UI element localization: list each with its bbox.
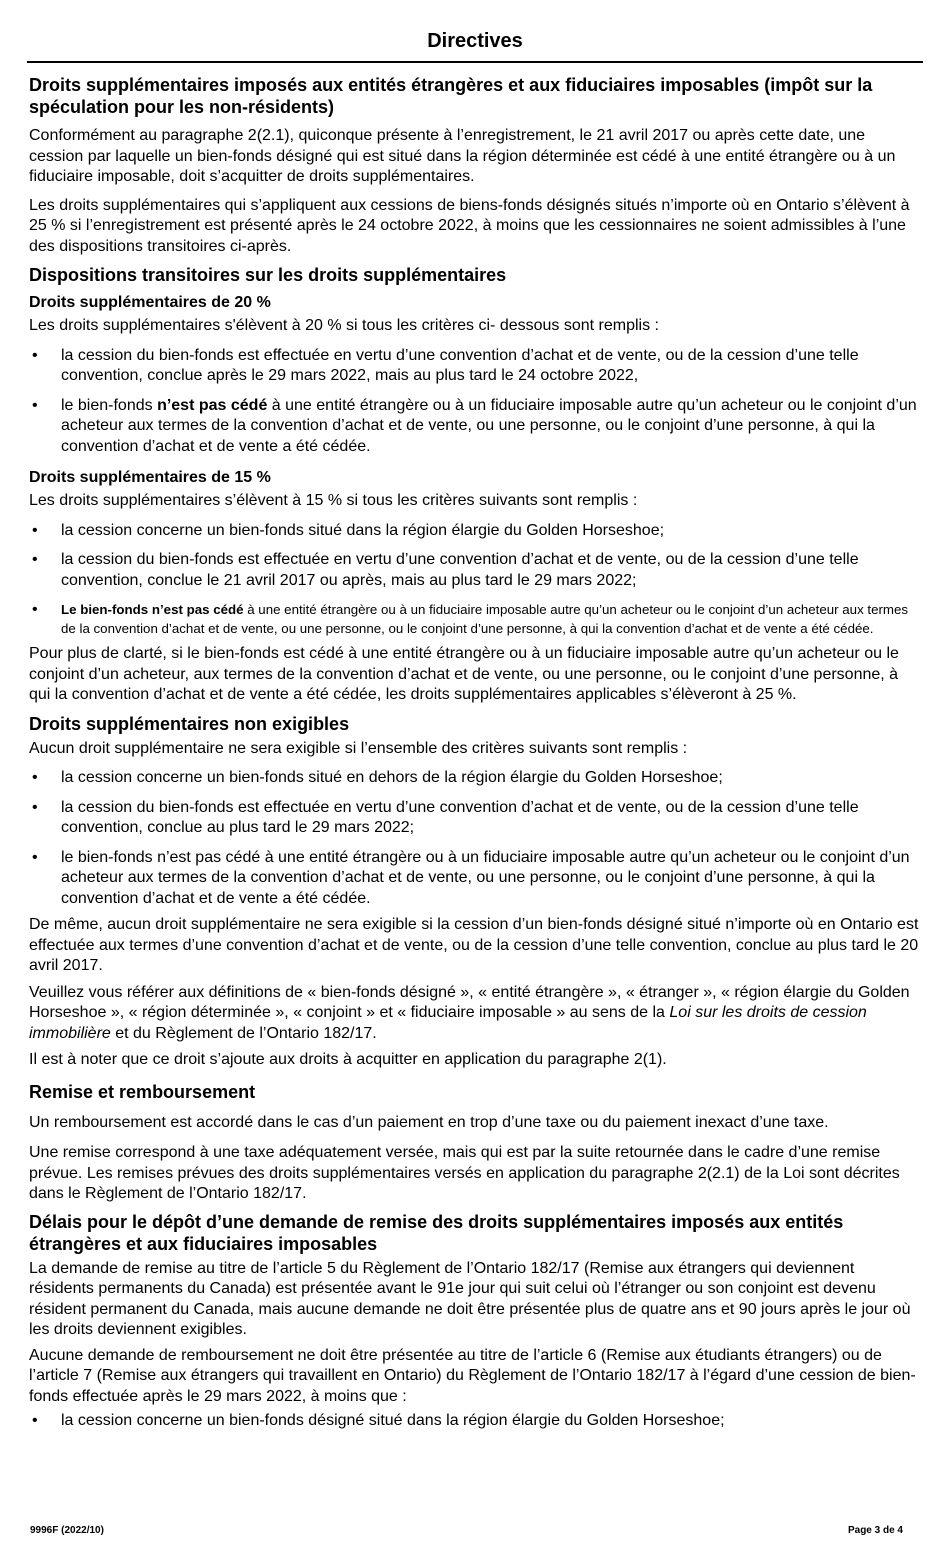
list-item-text: la cession du bien-fonds est effectuée en vertu d’une convention d’achat et de vente, ou de la cession d’une telle convention, conclue au plus tard le 29 mars 2022; bbox=[61, 798, 859, 836]
paragraph-speculation-1: Conformément au paragraphe 2(2.1), quiconque présente à l’enregistrement, le 21 avril 2017 ou après cette date, une cession par laquelle un bien-fonds désigné qui est situé dans la région déterminée est cédé à une entité étrangère ou à un fiduciaire imposable, doit s’acquitter de droits supplémentaires. bbox=[29, 127, 896, 185]
list-item-np-3 bbox=[29, 848, 923, 910]
list-item-text: la cession concerne un bien-fonds désigné situé dans la région élargie du Golden Horseshoe; bbox=[61, 1412, 725, 1429]
paragraph-not-payable-1: De même, aucun droit supplémentaire ne sera exigible si la cession d’un bien-fonds désigné situé n’importe où en Ontario est effectuée aux termes d’une convention d’achat et de vente, ou de la cession d’une telle convention, conclue au plus tard le 20 avril 2017. bbox=[29, 916, 919, 974]
bullet-icon: • bbox=[32, 521, 38, 539]
definitions-text: Veuillez vous référer aux définitions de « bien-fonds désigné », « entité étrangère », « étranger », « région élargie du Golden Horseshoe », « région déterminée », « conjoint » et « fiduciaire imposable » au sens de la bbox=[29, 983, 910, 1021]
heading-20-percent: Droits supplémentaires de 20 % bbox=[29, 294, 271, 311]
page-number: Page 3 de 4 bbox=[847, 1525, 903, 1536]
paragraph-definitions bbox=[29, 983, 923, 1045]
paragraph-20-intro: Les droits supplémentaires s'élèvent à 20 % si tous les critères ci- dessous sont remplis : bbox=[29, 317, 659, 334]
form-code: 9996F (2022/10) bbox=[30, 1525, 104, 1536]
heading-15-percent: Droits supplémentaires de 15 % bbox=[29, 469, 271, 486]
paragraph-refund: Un remboursement est accordé dans le cas d’un paiement en trop d’une taxe ou du paiement inexact d’une taxe. bbox=[29, 1113, 829, 1131]
bullet-icon: • bbox=[32, 601, 38, 618]
bullet-icon: • bbox=[32, 769, 38, 786]
list-item-emphasis: Le bien-fonds n’est pas cédé bbox=[61, 602, 244, 617]
bullet-icon: • bbox=[32, 848, 38, 866]
bullet-icon: • bbox=[32, 798, 38, 816]
bullet-icon: • bbox=[32, 551, 38, 568]
list-item-text: le bien-fonds n’est pas cédé à une entité étrangère ou à un fiduciaire imposable autre qu’un acheteur ou le conjoint d’un acheteur aux termes de la convention d’achat et de vente, ou une personne, ou le conjoint d’une personne, à qui la convention d’achat et de vente a été cédée. bbox=[61, 848, 910, 907]
list-item-15-3 bbox=[29, 600, 923, 638]
list-item-text: à une entité étrangère ou à un fiduciaire imposable autre qu’un acheteur ou le conjoint d’un acheteur aux termes de la convention d’achat et de vente, ou une personne, ou le conjoint d’une personne, à qui la convention d’achat et de vente a été cédée. bbox=[61, 602, 909, 636]
heading-speculation-tax: Droits supplémentaires imposés aux entités étrangères et aux fiduciaires imposables (impôt sur la spéculation pour les non-résidents) bbox=[29, 75, 873, 117]
list-item-text: la cession concerne un bien-fonds situé en dehors de la région élargie du Golden Horseshoe; bbox=[61, 769, 723, 786]
bullet-icon: • bbox=[32, 346, 38, 364]
heading-rebate-refund: Remise et remboursement bbox=[29, 1081, 256, 1102]
paragraph-speculation-2: Les droits supplémentaires qui s’appliquent aux cessions de biens-fonds désignés situés n’importe où en Ontario s’élèvent à 25 % si l’enregistrement est présenté après le 24 octobre 2022, à moins que les cessionnaires ne soient admissibles à l’une des dispositions transitoires ci-après. bbox=[29, 196, 910, 255]
list-item-deadlines-1 bbox=[29, 1411, 923, 1432]
content bbox=[29, 72, 923, 1432]
list-item-text: la cession du bien-fonds est effectuée en vertu d’une convention d’achat et de vente, ou de la cession d’une telle convention, conclue après le 29 mars 2022, mais au plus tard le 24 octobre 2022, bbox=[61, 346, 859, 384]
list-item-15-2 bbox=[29, 550, 923, 591]
list-item-np-2 bbox=[29, 798, 923, 839]
list-item-emphasis: n’est pas cédé bbox=[157, 396, 268, 414]
paragraph-deadlines-1: La demande de remise au titre de l’article 5 du Règlement de l’Ontario 182/17 (Remise aux étrangers qui deviennent résidents permanents du Canada) est présentée avant le 91e jour qui suit celui où l’étranger ou son conjoint est devenu résident permanent du Canada, mais aucune demande ne doit être présentée plus de quatre ans et 90 jours après le jour où les droits deviennent exigibles. bbox=[29, 1259, 911, 1338]
act-title: Loi sur les droits de cession immobilière bbox=[29, 1004, 867, 1042]
paragraph-15-intro: Les droits supplémentaires s’élèvent à 15 % si tous les critères suivants sont remplis : bbox=[29, 492, 638, 509]
list-item-20-2 bbox=[29, 396, 923, 458]
paragraph-deadlines-2: Aucune demande de remboursement ne doit être présentée au titre de l’article 6 (Remise aux étudiants étrangers) ou de l’article 7 (Remise aux étrangers qui travaillent en Ontario) du Règlement de l’Ontario 182/17 à l’égard d’une cession de bien-fonds effectuée après le 29 mars 2022, à moins que : bbox=[29, 1346, 916, 1405]
paragraph-15-clarity: Pour plus de clarté, si le bien-fonds est cédé à une entité étrangère ou à un fiduciaire imposable autre qu’un acheteur ou le conjoint d’un acheteur, aux termes de la convention d’achat et de vente, ou une personne, ou le conjoint d’une personne, à qui la convention d’achat et de vente a été cédée, les droits supplémentaires applicables s’élèveront à 25 %. bbox=[29, 645, 899, 703]
list-item-np-1 bbox=[29, 768, 923, 789]
paragraph-not-payable-intro: Aucun droit supplémentaire ne sera exigible si l’ensemble des critères suivants sont remplis : bbox=[29, 739, 688, 757]
heading-deadlines: Délais pour le dépôt d’une demande de remise des droits supplémentaires imposés aux entités étrangères et aux fiduciaires imposables bbox=[29, 1211, 844, 1254]
page-title: Directives bbox=[427, 30, 523, 52]
paragraph-note: Il est à noter que ce droit s’ajoute aux droits à acquitter en application du paragraphe 2(1). bbox=[29, 1051, 667, 1068]
bullet-icon: • bbox=[32, 396, 38, 414]
list-item-text: la cession du bien-fonds est effectuée en vertu d’une convention d’achat et de vente, ou de la cession d’une telle convention, conclue le 21 avril 2017 ou après, mais au plus tard le 29 mars 2022; bbox=[61, 551, 859, 589]
list-item-text: à une entité étrangère ou à un fiduciaire imposable autre qu’un acheteur ou le conjoint d’un acheteur aux termes de la convention d’achat et de vente, ou une personne, ou le conjoint d’une personne, à qui la convention d’achat et de vente a été cédée. bbox=[61, 396, 917, 455]
heading-not-payable: Droits supplémentaires non exigibles bbox=[29, 713, 350, 734]
title-rule bbox=[27, 61, 923, 63]
list-item-20-1 bbox=[29, 346, 923, 387]
bullet-icon: • bbox=[32, 1412, 38, 1429]
heading-transitional: Dispositions transitoires sur les droits supplémentaires bbox=[29, 265, 507, 285]
paragraph-rebate: Une remise correspond à une taxe adéquatement versée, mais qui est par la suite retournée dans le cadre d’une remise prévue. Les remises prévues des droits supplémentaires versés en application du paragraphe 2(2.1) de la Loi sont décrites dans le Règlement de l’Ontario 182/17. bbox=[29, 1144, 900, 1202]
list-item-text: le bien-fonds bbox=[61, 396, 158, 414]
list-item-15-1 bbox=[29, 521, 923, 542]
list-item-text: la cession concerne un bien-fonds situé dans la région élargie du Golden Horseshoe; bbox=[61, 521, 665, 539]
definitions-text-end: et du Règlement de l’Ontario 182/17. bbox=[110, 1024, 377, 1042]
